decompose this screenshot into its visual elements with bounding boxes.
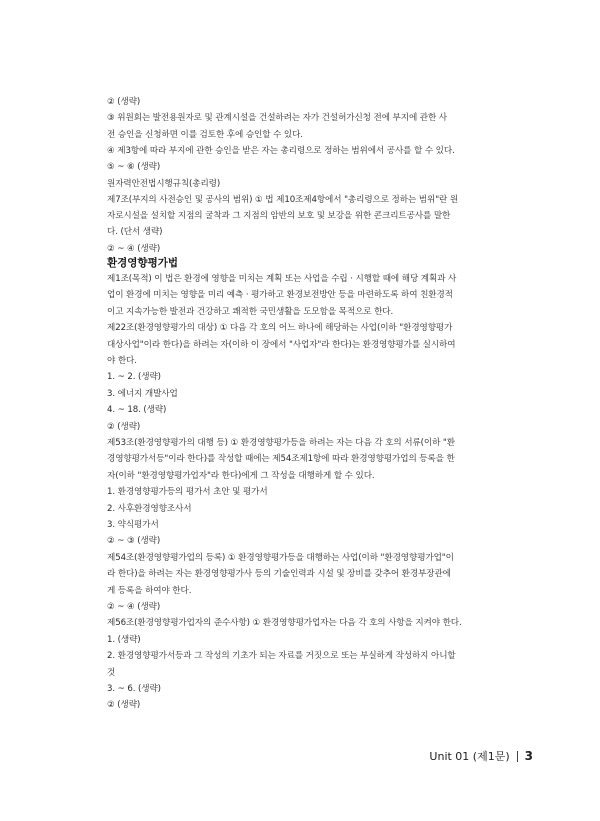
text-line: 게 등록을 하여야 한다. xyxy=(107,585,192,596)
text-line: ② ~ ③ (생략) xyxy=(107,536,161,547)
text-line: 자(이하 "환경영향평가업자"라 한다)에게 그 작성을 대행하게 할 수 있다. xyxy=(107,470,375,481)
text-line: 3. 약식평가서 xyxy=(107,520,159,530)
unit-label: Unit 01 (제1문) xyxy=(429,750,510,763)
text-line: ② (생략) xyxy=(107,700,141,711)
footer-divider xyxy=(517,751,518,762)
text-line: ② ~ ④ (생략) xyxy=(107,243,161,254)
text-line: 제7조(부지의 사전승인 및 공사의 범위) ① 법 제10조제4항에서 "총리령으로 정하는 범위"란 원 xyxy=(107,194,459,205)
text-line: 4. ~ 18. (생략) xyxy=(107,405,167,416)
text-line: 제54조(환경영향평가업의 등록) ① 환경영향평가등을 대행하는 사업(이하 "환경영향평가업"이 xyxy=(107,552,454,563)
text-line: 3. 에너지 개발사업 xyxy=(107,388,178,399)
text-line: 제53조(환경영향평가의 대행 등) ① 환경영향평가등을 하려는 자는 다음 각 호의 서류(이하 "환 xyxy=(107,438,455,448)
text-line: 경영향평가서등"이라 한다)를 작성할 때에는 제54조제1항에 따라 환경영향평가업의 등록을 한 xyxy=(107,454,455,465)
page-number: 3 xyxy=(524,749,533,763)
text-line: 3. ~ 6. (생략) xyxy=(107,684,161,694)
text-line: ② (생략) xyxy=(107,421,141,432)
text-line: 자로시설을 설치할 지점의 굴착과 그 지점의 암반의 보호 및 보강을 위한 콘크리트공사를 말한 xyxy=(107,211,451,222)
text-line: 1. 환경영향평가등의 평가서 초안 및 평가서 xyxy=(107,487,268,498)
text-line: 제56조(환경영향평가업자의 준수사항) ① 환경영향평가업자는 다음 각 호의 사항을 지켜야 한다. xyxy=(107,618,462,629)
text-line: 다. (단서 생략) xyxy=(107,227,163,238)
text-line: 전 승인을 신청하면 이를 검토한 후에 승인할 수 있다. xyxy=(107,129,303,140)
text-line: 것 xyxy=(107,667,116,678)
text-line: 업이 환경에 미치는 영향을 미리 예측 · 평가하고 환경보전방안 등을 마련하도록 하여 친환경적 xyxy=(107,290,453,301)
text-line: 2. 환경영향평가서등과 그 작성의 기초가 되는 자료를 거짓으로 또는 부실하게 작성하지 아니할 xyxy=(107,651,456,662)
text-line: 야 한다. xyxy=(107,356,137,366)
text-line: 제1조(목적) 이 법은 환경에 영향을 미치는 계획 또는 사업을 수립 · 시행할 때에 해당 계획과 사 xyxy=(107,274,457,284)
text-line: 원자력안전법시행규칙(총리령) xyxy=(107,178,221,189)
text-line: 라 한다)을 하려는 자는 환경영향평가사 등의 기술인력과 시설 및 장비를 갖추어 환경부장관에 xyxy=(107,569,451,580)
text-line: ② ~ ④ (생략) xyxy=(107,602,161,612)
text-line: 1. (생략) xyxy=(107,634,141,645)
text-line: ② (생략) xyxy=(107,97,141,107)
page-footer xyxy=(429,748,533,764)
text-line: ⑤ ~ ⑥ (생략) xyxy=(107,162,161,173)
text-line: ④ 제3항에 따라 부지에 관한 승인을 받은 자는 총리령으로 정하는 범위에서 공사를 할 수 있다. xyxy=(107,145,455,156)
section-heading: 환경영향평가법 xyxy=(107,257,179,269)
text-line: 2. 사후환경영향조사서 xyxy=(107,503,192,514)
text-line: 대상사업"이라 한다)을 하려는 자(이하 이 장에서 "사업자"라 한다)는 환경영향평가를 실시하여 xyxy=(107,339,456,350)
text-line: ③ 위원회는 발전용원자로 및 관계시설을 건설하려는 자가 건설허가신청 전에 부지에 관한 사 xyxy=(107,113,448,124)
text-line: 제22조(환경영향평가의 대상) ① 다음 각 호의 어느 하나에 해당하는 사업(이하 "환경영향평가 xyxy=(107,323,453,334)
text-line: 1. ~ 2. (생략) xyxy=(107,372,161,383)
text-line: 이고 지속가능한 발전과 건강하고 쾌적한 국민생활을 도모함을 목적으로 한다. xyxy=(107,306,394,317)
